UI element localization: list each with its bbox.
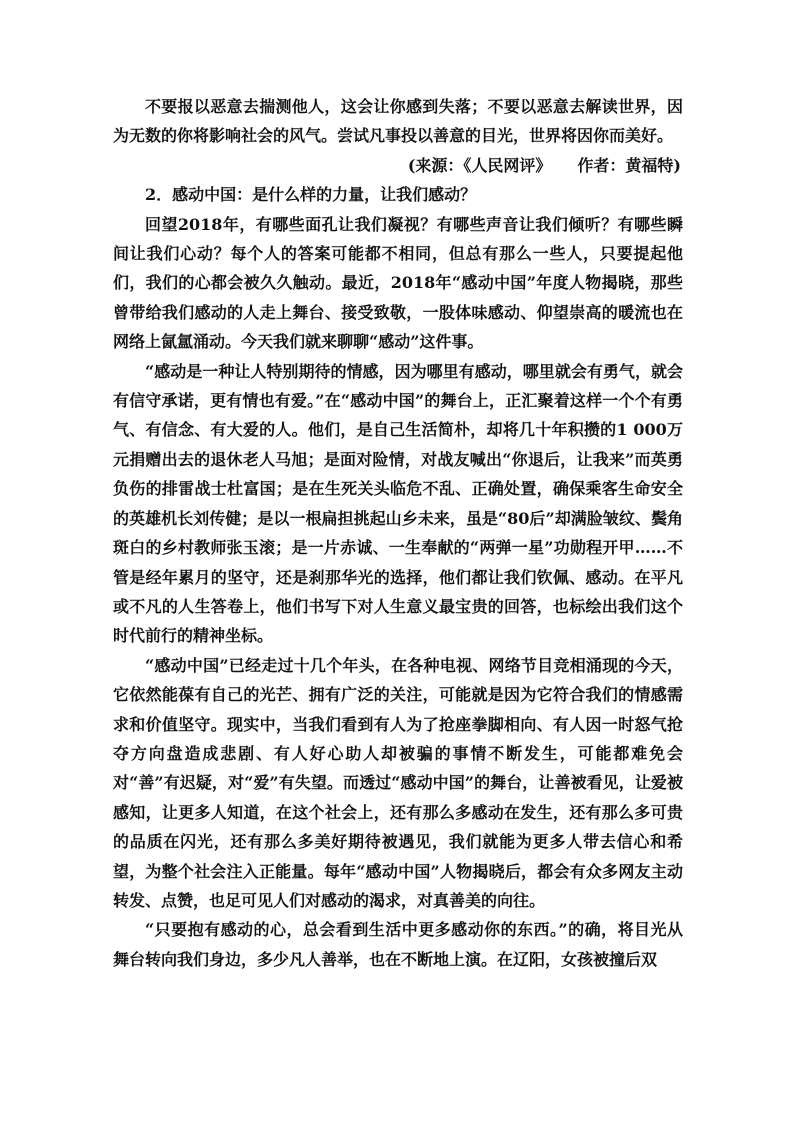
paragraph-2: “感动是一种让人特别期待的情感，因为哪里有感动，哪里就会有勇气，就会有信守承诺，更有情也有爱。”在“感动中国”的舞台上，正汇聚着这样一个个有勇气、有信念、有大爱的人。他们，是自己生活简朴，却将几十年积攒的1 000万元捐赠出去的退休老人马旭；是面对险情，对战友喊出“你退后，让我来”而英勇负伤的排雷战士杜富国；是在生死关头临危不乱、正确处置，确保乘客生命安全的英雄机长刘传健；是以一根扁担挑起山乡未来，虽是“80后”却满脸皱纹、鬓角斑白的乡村教师张玉滚；是一片赤诚、一生奉献的“两弹一星”功勋程开甲……不管是经年累月的坚守，还是刹那华光的选择，他们都让我们钦佩、感动。在平凡或不凡的人生答卷上，他们书写下对人生意义最宝贵的回答，也标绘出我们这个时代前行的精神坐标。 [113,361,683,646]
source-author: 作者：黄福特) [577,155,681,175]
intro-paragraph: 不要报以恶意去揣测他人，这会让你感到失落；不要以恶意去解读世界，因为无数的你将影响社会的风气。尝试凡事投以善意的目光，世界将因你而美好。 [113,97,683,146]
paragraph-3: “感动中国”已经走过十几个年头，在各种电视、网络节目竞相涌现的今天，它依然能葆有自己的光芒、拥有广泛的关注，可能就是因为它符合我们的情感需求和价值坚守。现实中，当我们看到有人为了抢座拳脚相向、有人因一时怒气抢夺方向盘造成悲剧、有人好心助人却被骗的事情不断发生，可能都难免会对“善”有迟疑，对“爱”有失望。而透过“感动中国”的舞台，让善被看见，让爱被感知，让更多人知道，在这个社会上，还有那么多感动在发生，还有那么多可贵的品质在闪光，还有那么多美好期待被遇见，我们就能为更多人带去信心和希望，为整个社会注入正能量。每年“感动中国”人物揭晓后，都会有众多网友主动转发、点赞，也足可见人们对感动的渴求，对真善美的向往。 [113,655,683,910]
section-heading: 2．感动中国：是什么样的力量，让我们感动？ [145,185,477,205]
source-origin: (来源：《人民网评》 [407,155,552,175]
paragraph-1: 回望2018年，有哪些面孔让我们凝视？有哪些声音让我们倾听？有哪些瞬间让我们心动？每个人的答案可能都不相同，但总有那么一些人，只要提起他们，我们的心都会被久久触动。最近，2018年“感动中国”年度人物揭晓，那些曾带给我们感动的人走上舞台、接受致敬，一股体味感动、仰望崇高的暖流也在网络上氤氲涌动。今天我们就来聊聊“感动”这件事。 [113,214,683,352]
paragraph-4: “只要抱有感动的心，总会看到生活中更多感动你的东西。”的确，将目光从舞台转向我们身边，多少凡人善举，也在不断地上演。在辽阳，女孩被撞后双 [113,920,683,969]
source-citation [113,151,683,180]
document-body [113,92,683,974]
